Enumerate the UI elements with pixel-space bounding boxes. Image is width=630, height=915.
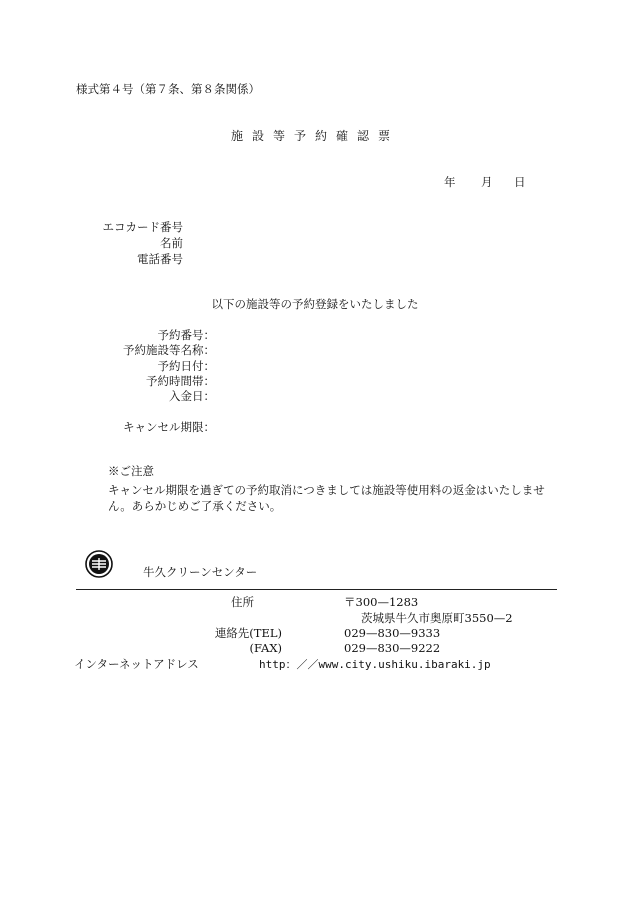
notice-heading: ※ご注意 bbox=[108, 464, 154, 478]
form-number: 様式第４号（第７条、第８条関係） bbox=[76, 82, 260, 96]
intro-text: 以下の施設等の予約登録をいたしました bbox=[211, 297, 419, 311]
phone-number-label: 電話番号 bbox=[137, 252, 183, 266]
tel-label: 連絡先(TEL) bbox=[214, 626, 282, 640]
fax-label: (FAX) bbox=[249, 641, 282, 655]
date-month-label: 月 bbox=[481, 175, 493, 189]
footer-divider bbox=[76, 589, 557, 590]
reservation-facility-label: 予約施設等名称： bbox=[123, 343, 215, 357]
internet-address-label: インターネットアドレス bbox=[74, 657, 199, 671]
document-title: 施設等予約確認票 bbox=[230, 129, 399, 143]
postal-code: 〒300—1283 bbox=[344, 595, 419, 609]
tel-number: 029—830—9333 bbox=[344, 626, 441, 640]
name-label: 名前 bbox=[160, 236, 183, 250]
reservation-date-label: 予約日付： bbox=[157, 359, 215, 373]
notice-body: キャンセル期限を過ぎての予約取消につきましては施設等使用料の返金はいたしません。あらかじめご了承ください。 bbox=[108, 483, 545, 513]
ushiku-logo-icon bbox=[84, 549, 114, 579]
cancel-deadline-label: キャンセル期限： bbox=[123, 420, 215, 434]
payment-date-label: 入金日： bbox=[169, 389, 215, 403]
fax-number: 029—830—9222 bbox=[344, 641, 441, 655]
address-text: 茨城県牛久市奥原町3550—2 bbox=[361, 611, 513, 625]
center-name: 牛久クリーンセンター bbox=[143, 565, 258, 579]
website-url-link[interactable]: http：／／www.city.ushiku.ibaraki.jp bbox=[259, 658, 491, 671]
reservation-number-label: 予約番号： bbox=[157, 328, 215, 342]
date-year-label: 年 bbox=[444, 175, 456, 189]
address-label: 住所 bbox=[231, 595, 254, 609]
eco-card-number-label: エコカード番号 bbox=[102, 220, 183, 234]
reservation-time-label: 予約時間帯： bbox=[146, 374, 215, 388]
date-day-label: 日 bbox=[514, 175, 526, 189]
